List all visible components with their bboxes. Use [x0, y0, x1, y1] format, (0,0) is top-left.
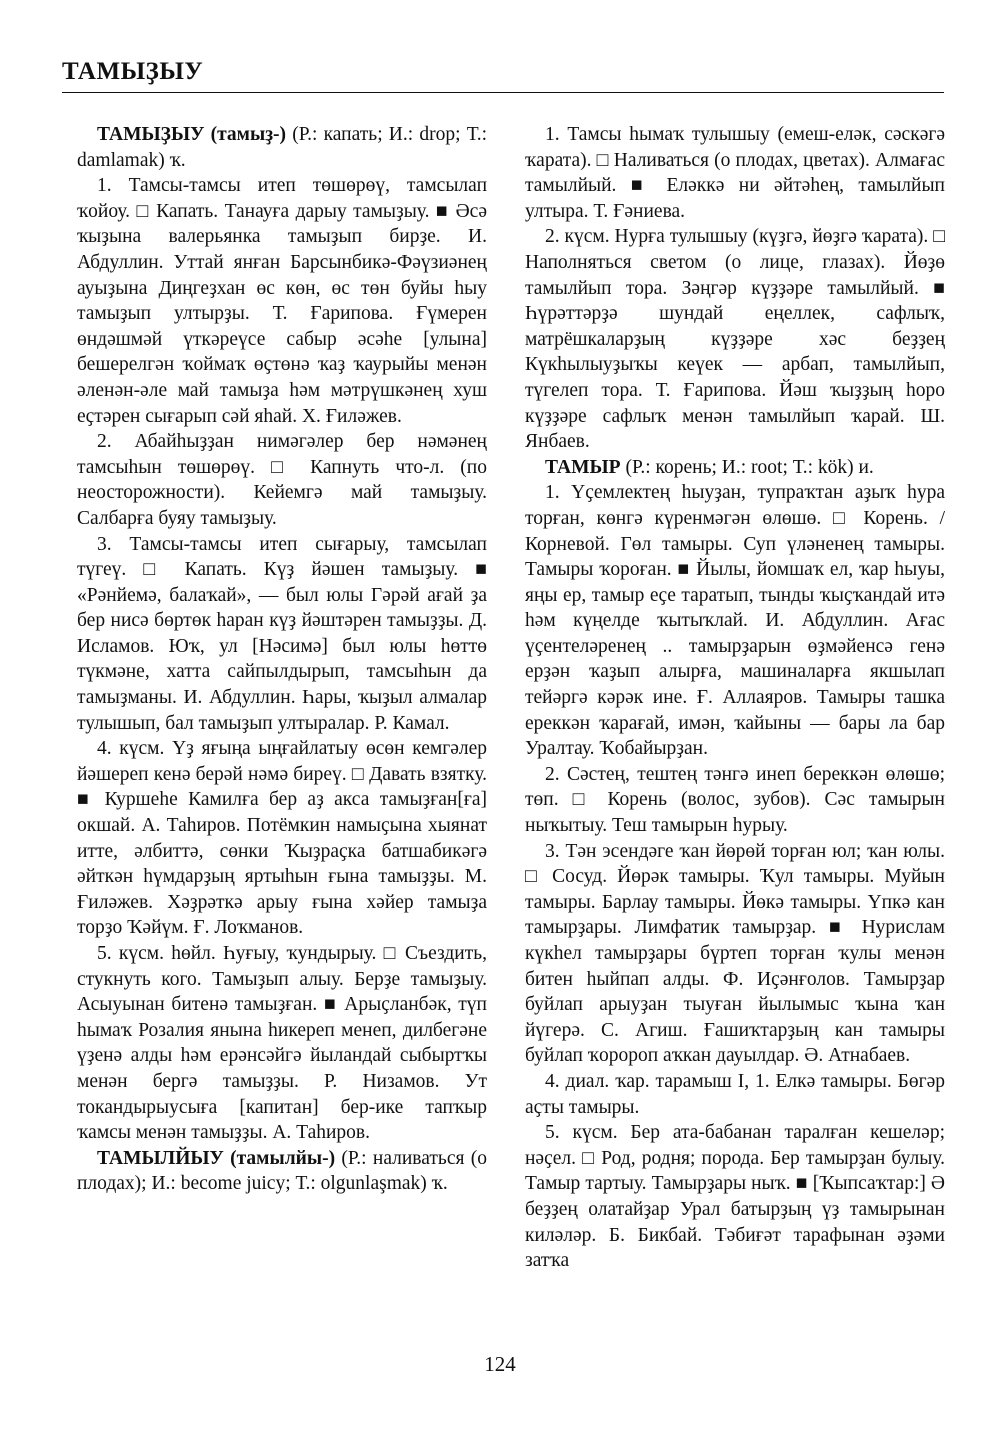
headword: ТАМЫР [545, 456, 621, 478]
header-rule [62, 92, 944, 93]
left-column [77, 122, 487, 1197]
sense-paragraph: 1. Тамсы-тамсы итеп төшөрөү, тамсылап ҡойоу. □ Капать. Танауға дарыу тамыҙыу. ■ Әсә ҡыҙына валерьянка тамыҙып бирҙе. И. Абдуллин. Уттай янған Барсынбикә-Фәүзиәнең ауыҙына Диңгеҙхан өс көн, өс төн буйы һыу тамыҙып ултырҙы. Т. Ғарипова. Ғүмерен өндәшмәй үткәреүсе сабыр әсәһе [улына] бешерелгән ҡоймаҡ өҫтөнә ҡаҙ ҡаурыйы менән әленән-әле май тамыҙа һәм мәтрүшкәнең хуш еҫтәрен сығарып сәй яһай. Х. Ғиләжев. [77, 175, 487, 427]
right-column [525, 122, 945, 1274]
sense-paragraph: 1. Тамсы һымаҡ тулышыу (емеш-еләк, сәскәгә ҡарата). □ Наливаться (о плодах, цветах). Алмағас тамылйый. ■ Еләккә ни әйтәһең, тамылйып ултыра. Т. Ғәниева. [525, 124, 945, 222]
sense-paragraph: 5. күсм. Бер ата-бабанан таралған кешеләр; нәҫел. □ Род, родня; порода. Бер тамырҙан булыу. Тамыр тартыу. Тамырҙары ныҡ. ■ [Ҡыпсаҡтар:] Ә беҙҙең олатайҙар Урал батырҙың үҙ тамырынан киләләр. Б. Бикбай. Тәбиғәт тарафынан әҙәми затҡа [525, 1122, 945, 1272]
sense-paragraph: 2. Абайһыҙҙан нимәгәлер бер нәмәнең тамсыһын төшөрөү. □ Капнуть что-л. (по неосторожности). Кейемгә май тамыҙыу. Салбарға буяу тамыҙыу. [77, 431, 487, 529]
headword: ТАМЫҘЫУ (тамыҙ-) [97, 124, 287, 145]
entry-text: (Р.: капать; И.: drop; Т.: damlamak) ҡ. [77, 124, 487, 171]
entry-tamyr [525, 455, 945, 481]
entry-tamyzyu [77, 122, 487, 173]
page-number: 124 [484, 1352, 516, 1376]
sense-paragraph: 4. диал. ҡар. тарамыш I, 1. Елкә тамыры. Бөгәр аҫты тамыры. [525, 1070, 945, 1118]
sense-paragraph: 3. Тән эсендәге ҡан йөрөй торған юл; ҡан юлы. □ Сосуд. Йөрәк тамыры. Ҡул тамыры. Муйын тамыры. Барлау тамыры. Йөкә тамыры. Үпкә кан тамырҙары. Лимфатик тамырҙар. ■ Нурислам күкһел тамырҙары бүртеп торған ҡулы менән битен һыйпап алды. Ф. Иҫәнғолов. Тамырҙар буйлап арыуҙан тыуған йылымыс ҡына ҡан йүгерә. С. Агиш. Ғашиҡтарҙың кан тамыры буйлап ҡоророп аҡкан дауылдар. Ә. Атнабаев. [525, 840, 945, 1067]
entry-tamylyiyu [77, 1146, 487, 1197]
running-head: ТАМЫҘЫУ [62, 58, 204, 85]
entry-text: (Р.: наливаться (о плодах); И.: become juicy; Т.: olgunlaşmak) ҡ. [77, 1147, 487, 1195]
sense-paragraph: 5. күсм. һөйл. Һуғыу, ҡундырыу. □ Съездить, стукнуть кого. Тамыҙып алыу. Берҙе тамыҙыу. Асыуынан битенә тамыҙған. ■ Арыҫланбәк, түп һымаҡ Розалия янына һикереп менеп, дилбегәне үҙенә алды һәм ерәнсәйгә йыландай сыбыртҡы менән бергә тамыҙҙы. Р. Низамов. Ут токандырыусыға [капитан] бер-ике тапҡыр ҡамсы менән тамыҙҙы. А. Таһиров. [77, 943, 487, 1144]
sense-paragraph: 1. Үҫемлектең һыуҙан, тупраҡтан аҙыҡ һура торған, көнгә күренмәгән өлөшө. □ Корень. / Корневой. Гөл тамыры. Суп үләненең тамыры. Тамыры ҡороған. ■ Йылы, йомшаҡ ел, ҡар һыуы, яңы ер, тамыр еҫе таратып, тынды ҡыҫҡандай итә һәм күңелде ҡытыҡлай. И. Абдуллин. Ағас үҫентеләренең .. тамырҙарын өҙмәйенсә генә ерҙән ҡаҙып алырға, машиналарға якшылап тейәргә кәрәк ине. Ғ. Аллаяров. Тамыры ташка ереккән ҡарағай, имән, ҡайыны — бары ла бар Уралтау. Ҡобайырҙан. [525, 482, 945, 760]
sense-paragraph: 2. Сәстең, тештең тәнгә инеп береккән өлөшө; төп. □ Корень (волос, зубов). Сәс тамырын ныҡытыу. Теш тамырын һурыу. [525, 763, 945, 837]
headword: ТАМЫЛЙЫУ (тамылйы-) [97, 1147, 336, 1169]
sense-paragraph: 4. күсм. Үҙ яғыңа ыңғайлатыу өсөн кемгәлер йәшереп кенә берәй нәмә биреү. □ Давать взятку. ■ Куршеһе Камилға бер аҙ акса тамыҙған[ға] окшай. А. Таһиров. Потёмкин намыҫына хыянат итте, әлбиттә, сөнки Ҡыҙраҫка батшабикәгә әйткән һүмдарҙың яртыһын ғына тамыҙҙы. М. Ғиләжев. Хәҙрәткә арыу ғына хәйер тамыҙа торҙо Ҡәйүм. Ғ. Лоҡманов. [77, 738, 487, 939]
sense-paragraph: 3. Тамсы-тамсы итеп сығарыу, тамсылап түгеү. □ Капать. Күҙ йәшен тамыҙыу. ■ «Рәнйемә, балаҡай», — был юлы Гәрәй ағай ҙа бер нисә бөртөк һаран күҙ йәштәрен тамыҙҙы. Д. Исламов. Юҡ, ул [Нәсимә] был юлы һөттө түкмәне, хатта сайпылдырып, тамсыһын да тамыҙманы. И. Абдуллин. Һары, ҡыҙыл алмалар тулышып, бал тамыҙып ултыралар. Р. Камал. [77, 533, 487, 734]
entry-text: (Р.: корень; И.: root; Т.: kök) и. [620, 456, 874, 478]
sense-paragraph: 2. күсм. Нурға тулышыу (күҙгә, йөҙгә ҡарата). □ Наполняться светом (о лице, глазах). Йөҙө тамылйып тора. Зәңгәр күҙҙәре тамылйый. ■ Һүрәттәрҙә шундай еңеллек, сафлыҡ, матрёшкаларҙың күҙҙәре хәс беҙҙең Күкһылыуҙыҡы кеүек — арбап, тамылйып, түгелеп тора. Т. Ғарипова. Йәш ҡыҙҙың һоро күҙҙәре сафлыҡ менән тамылйып ҡарай. Ш. Янбаев. [525, 226, 945, 453]
